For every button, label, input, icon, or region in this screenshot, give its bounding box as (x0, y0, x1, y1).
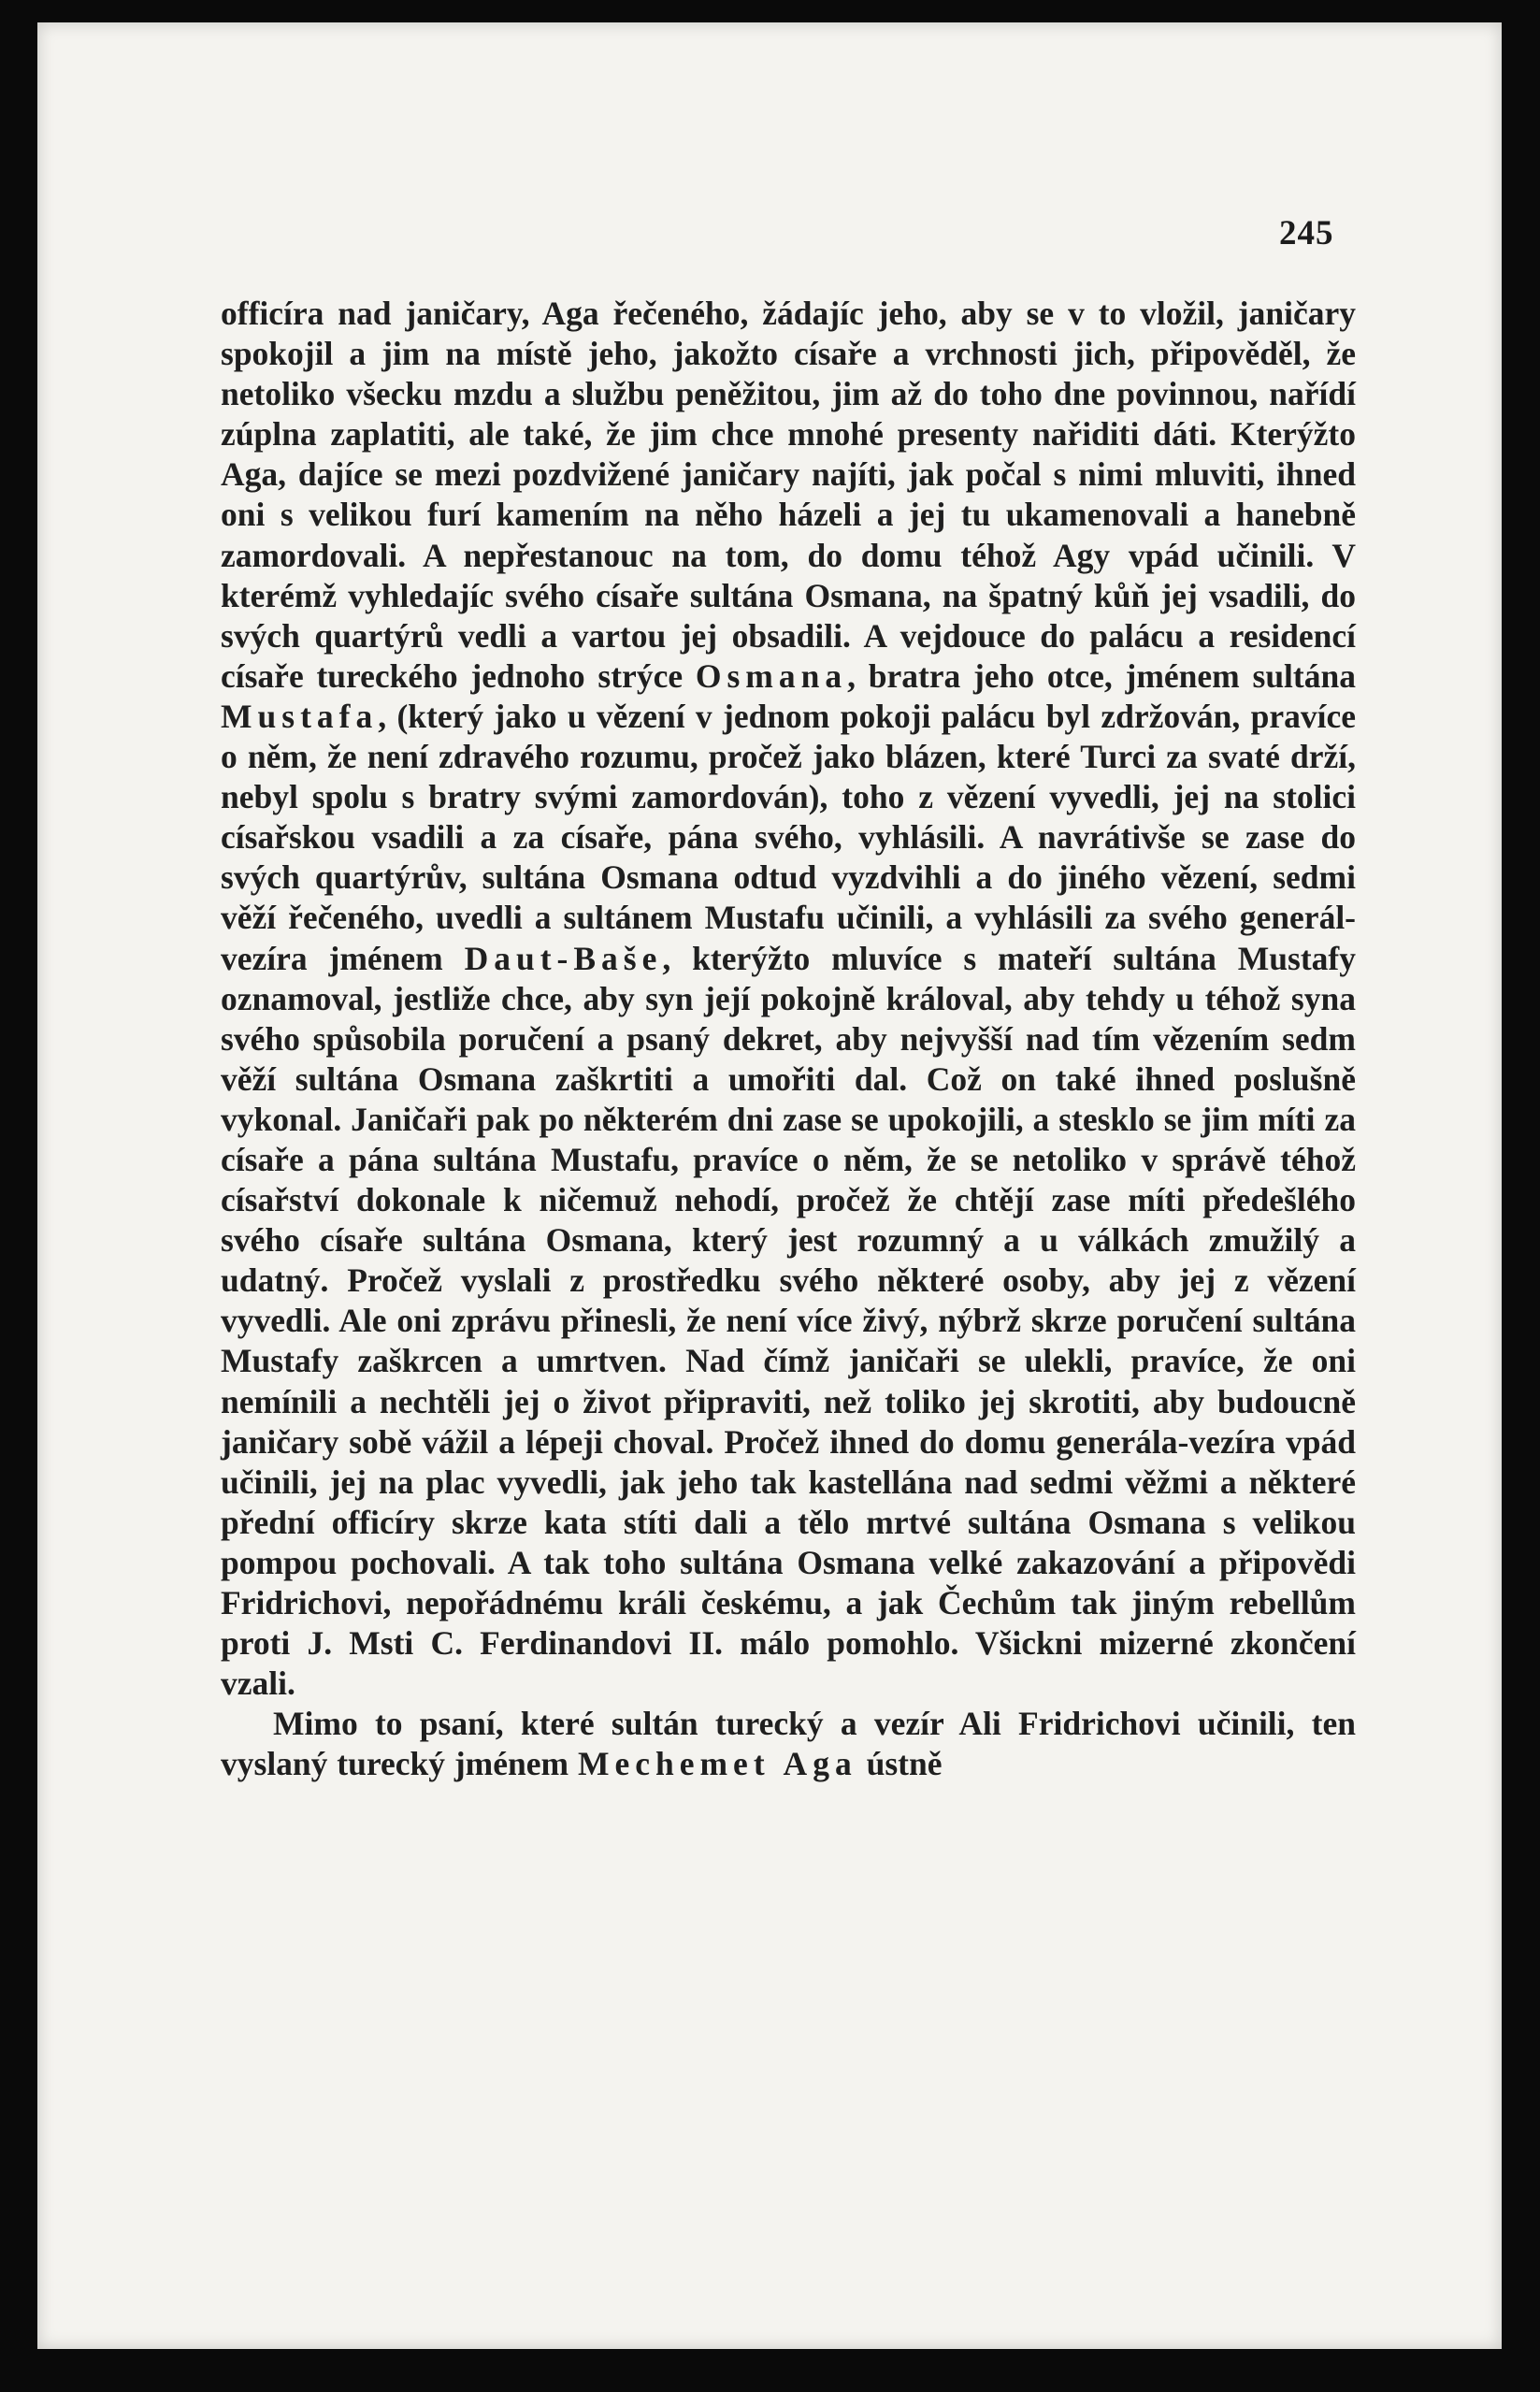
book-page (37, 22, 1502, 2349)
name-daut-base: Daut-Baše (464, 939, 663, 977)
body-text (221, 294, 1356, 1784)
text-segment: , kterýžto mluvíce s mateří sultána Mustafy oznamoval, jestliže chce, aby syn její pokojně královal, aby tehdy u téhož syna svého spůsobila poručení a psaný dekret, aby nejvyšší nad tím vězením sedm věží sultána Osmana zaškrtiti a umořiti dal. Což on také ihned poslušně vykonal. Janičaři pak po některém dni zase se upokojili, a stesklo se jim míti za císaře a pána sultána Mustafu, pravíce o něm, že se netoliko v správě téhož císařství dokonale k ničemuž nehodí, pročež že chtějí zase míti předešlého svého císaře sultána Osmana, který jest rozumný a u válkách zmužilý a udatný. Pročež vyslali z prostředku svého některé osoby, aby jej z vězení vyvedli. Ale oni zprávu přinesli, že není více živý, nýbrž skrze poručení sultána Mustafy zaškrcen a umrtven. Nad čímž janičaři se ulekli, pravíce, že oni nemínili a nechtěli jej o život připraviti, než toliko jej skrotiti, aby budoucně janičary sobě vážil a lépeji choval. Pročež ihned do domu generála-vezíra vpád učinili, jej na plac vyvedli, jak jeho tak kastellána nad sedmi věžmi a některé přední officíry skrze kata stíti dali a tělo mrtvé sultána Osmana s velikou pompou pochovali. A tak toho sultána Osmana velké zakazování a připovědi Fridrichovi, nepořádnému králi českému, a jak Čechům tak jiným rebellům proti J. Msti C. Ferdinandovi II. málo pomohlo. Všickni mizerné zkončení vzali. (221, 939, 1356, 1703)
paragraph-1 (221, 294, 1356, 1704)
text-segment: , bratra jeho otce, jménem sultána (847, 656, 1356, 695)
text-segment: ústně (856, 1745, 943, 1783)
name-osmana: Osmana (695, 656, 848, 695)
name-mechemet-aga: Mechemet Aga (577, 1745, 857, 1783)
text-segment: officíra nad janičary, Aga řečeného, žádajíc jeho, aby se v to vložil, janičary spokojil a jim na místě jeho, jakožto císaře a vrchnosti jich, připověděl, že netoliko všecku mzdu a službu peněžitou, jim až do toho dne povinnou, nařídí zúplna zaplatiti, ale také, že jim chce mnohé presenty nařiditi dáti. Kterýžto Aga, dajíce se mezi pozdvižené janičary najíti, jak počal s nimi mluviti, ihned oni s velikou furí kamením na něho házeli a jej tu ukamenovali a hanebně zamordovali. A nepřestanouc na tom, do domu téhož Agy vpád učinili. V kterémž vyhledajíc svého císaře sultána Osmana, na špatný kůň jej vsadili, do svých quartýrů vedli a vartou jej obsadili. A vejdouce do palácu a residencí císaře tureckého jednoho strýce (221, 295, 1356, 695)
text-segment: , (který jako u vězení v jednom pokoji palácu byl zdržován, pravíce o něm, že není zdravého rozumu, pročež jako blázen, které Turci za svaté drží, nebyl spolu s bratry svými zamordován), toho z vězení vyvedli, jej na stolici císařskou vsadili a za císaře, pána svého, vyhlásili. A navrátivše se zase do svých quartýrův, sultána Osmana odtud vyzdvihli a do jiného vězení, sedmi věží řečeného, uvedli a sultánem Mustafu učinili, a vyhlásili za svého generál-vezíra jménem (221, 697, 1356, 977)
text-segment: Mimo to psaní, které sultán turecký a vezír Ali Fridrichovi učinili, ten vyslaný turecký jménem (221, 1705, 1356, 1783)
name-mustafa: Mustafa (221, 697, 379, 735)
paragraph-2 (221, 1704, 1356, 1784)
page-number: 245 (1279, 214, 1334, 252)
